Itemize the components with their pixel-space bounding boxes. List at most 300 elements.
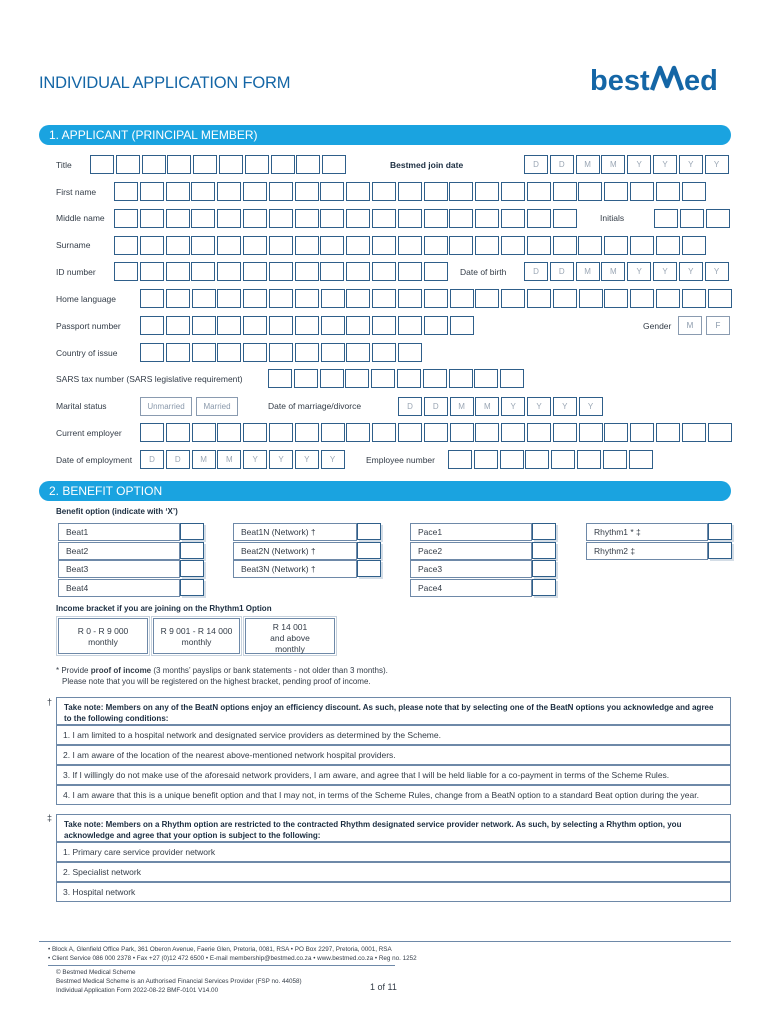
character-cell[interactable] [682, 423, 706, 442]
character-cell[interactable] [346, 289, 370, 308]
character-cell[interactable] [217, 289, 241, 308]
surname-input[interactable] [114, 236, 707, 255]
character-cell[interactable] [166, 209, 190, 228]
footer-divider-2 [48, 965, 395, 966]
character-cell[interactable] [604, 182, 628, 201]
character-cell[interactable] [525, 450, 549, 469]
character-cell[interactable]: D [550, 155, 574, 174]
character-cell[interactable] [398, 182, 422, 201]
character-cell[interactable] [553, 289, 577, 308]
character-cell[interactable] [500, 369, 524, 388]
proof-note-rest: (3 months’ payslips or bank statements - not older than 3 months). [151, 666, 388, 675]
income-bracket-2-period: monthly [181, 637, 212, 647]
beatn-condition-2: 2. I am aware of the location of the nearest above-mentioned network hospital providers. [56, 745, 731, 765]
character-cell[interactable] [320, 182, 344, 201]
character-cell[interactable]: Y [321, 450, 345, 469]
character-cell[interactable] [217, 209, 241, 228]
character-cell[interactable] [449, 369, 473, 388]
character-cell[interactable] [656, 423, 680, 442]
character-cell[interactable] [424, 316, 448, 335]
benefit-option-rhythm1: Rhythm1 * ‡ [586, 523, 708, 541]
character-cell[interactable]: M [192, 450, 216, 469]
benefit-checkbox-pace1[interactable] [532, 523, 556, 540]
income-heading: Income bracket if you are joining on the Rhythm1 Option [56, 604, 272, 613]
income-bracket-2[interactable] [153, 618, 240, 654]
character-cell[interactable] [398, 289, 422, 308]
dob-input[interactable] [524, 262, 730, 281]
employer-label: Current employer [56, 428, 122, 438]
character-cell[interactable] [295, 262, 319, 281]
character-cell[interactable] [475, 236, 499, 255]
income-bracket-2-range: R 9 001 - R 14 000 [160, 626, 233, 636]
character-cell[interactable] [268, 369, 292, 388]
character-cell[interactable] [656, 289, 680, 308]
character-cell[interactable] [140, 289, 164, 308]
passport-input[interactable] [140, 316, 475, 335]
character-cell[interactable] [217, 343, 241, 362]
character-cell[interactable] [424, 289, 448, 308]
country-input[interactable] [140, 343, 424, 362]
character-cell[interactable] [578, 182, 602, 201]
initials-label: Initials [600, 213, 625, 223]
character-cell[interactable] [243, 182, 267, 201]
character-cell[interactable] [269, 182, 293, 201]
character-cell[interactable]: Y [627, 262, 651, 281]
character-cell[interactable]: Y [653, 262, 677, 281]
benefit-checkbox-pace3[interactable] [532, 560, 556, 577]
character-cell[interactable] [682, 182, 706, 201]
benefit-checkbox-beat4[interactable] [180, 579, 204, 596]
character-cell[interactable] [346, 316, 370, 335]
character-cell[interactable] [475, 289, 499, 308]
benefit-option-beat2: Beat2 [58, 542, 180, 560]
character-cell[interactable]: Y [705, 262, 729, 281]
character-cell[interactable] [501, 423, 525, 442]
character-cell[interactable] [140, 316, 164, 335]
employment-date-label: Date of employment [56, 455, 133, 465]
benefit-instruction: Benefit option (indicate with ‘X’) [56, 507, 178, 516]
character-cell[interactable] [346, 236, 370, 255]
character-cell[interactable] [372, 262, 396, 281]
character-cell[interactable] [501, 182, 525, 201]
character-cell[interactable] [191, 262, 215, 281]
character-cell[interactable]: M [217, 450, 241, 469]
character-cell[interactable] [140, 236, 164, 255]
character-cell[interactable] [449, 209, 473, 228]
character-cell[interactable] [553, 236, 577, 255]
character-cell[interactable] [166, 423, 190, 442]
title-label: Title [56, 160, 72, 170]
character-cell[interactable] [553, 182, 577, 201]
character-cell[interactable] [449, 236, 473, 255]
benefit-checkbox-beat3n-network[interactable] [357, 560, 381, 577]
character-cell[interactable] [140, 262, 164, 281]
character-cell[interactable] [346, 182, 370, 201]
character-cell[interactable]: Y [295, 450, 319, 469]
character-cell[interactable] [604, 423, 628, 442]
character-cell[interactable] [294, 369, 318, 388]
character-cell[interactable] [217, 262, 241, 281]
character-cell[interactable] [527, 289, 551, 308]
benefit-option-pace3: Pace3 [410, 560, 532, 578]
character-cell[interactable] [680, 209, 704, 228]
footer-fsp: Bestmed Medical Scheme is an Authorised Financial Services Provider (FSP no. 44058) [56, 978, 302, 985]
character-cell[interactable] [604, 289, 628, 308]
character-cell[interactable] [527, 423, 551, 442]
character-cell[interactable]: Y [705, 155, 729, 174]
character-cell[interactable] [191, 209, 215, 228]
character-cell[interactable]: D [166, 450, 190, 469]
employment-date-input[interactable] [140, 450, 346, 469]
footer-copyright: © Bestmed Medical Scheme [56, 969, 136, 976]
first-name-input[interactable] [114, 182, 707, 201]
character-cell[interactable] [398, 262, 422, 281]
character-cell[interactable] [192, 423, 216, 442]
character-cell[interactable]: M [601, 262, 625, 281]
character-cell[interactable] [166, 262, 190, 281]
benefit-checkbox-beat1n-network[interactable] [357, 523, 381, 540]
character-cell[interactable] [397, 369, 421, 388]
character-cell[interactable]: Y [553, 397, 577, 416]
character-cell[interactable] [140, 182, 164, 201]
character-cell[interactable] [166, 343, 190, 362]
character-cell[interactable] [320, 262, 344, 281]
character-cell[interactable] [579, 423, 603, 442]
marriage-date-label: Date of marriage/divorce [268, 401, 362, 411]
join-date-input[interactable] [524, 155, 730, 174]
page-number: 1 of 11 [370, 982, 397, 992]
character-cell[interactable] [321, 316, 345, 335]
character-cell[interactable] [322, 155, 346, 174]
benefit-option-pace2: Pace2 [410, 542, 532, 560]
character-cell[interactable] [578, 236, 602, 255]
character-cell[interactable]: Y [501, 397, 525, 416]
character-cell[interactable] [191, 236, 215, 255]
character-cell[interactable] [140, 209, 164, 228]
beatn-note-text: Take note: Members on any of the BeatN options enjoy an efficiency discount. As such, please note that by selecting one of the BeatN options you acknowledge and agree to the following conditions: [64, 703, 714, 723]
character-cell[interactable] [243, 343, 267, 362]
character-cell[interactable] [448, 450, 472, 469]
character-cell[interactable] [603, 450, 627, 469]
income-bracket-3-qualifier: and above [270, 633, 310, 643]
character-cell[interactable]: D [140, 450, 164, 469]
income-bracket-3[interactable] [245, 618, 335, 654]
gender-label: Gender [643, 321, 672, 331]
character-cell[interactable] [398, 236, 422, 255]
character-cell[interactable] [217, 316, 241, 335]
character-cell[interactable] [398, 209, 422, 228]
id-number-input[interactable] [114, 262, 449, 281]
character-cell[interactable] [192, 343, 216, 362]
benefit-checkbox-pace2[interactable] [532, 542, 556, 559]
benefit-option-beat3n-network: Beat3N (Network) † [233, 560, 357, 578]
character-cell[interactable] [192, 316, 216, 335]
character-cell[interactable] [450, 316, 474, 335]
character-cell[interactable] [269, 289, 293, 308]
benefit-option-beat1: Beat1 [58, 523, 180, 541]
rhythm-condition-3: 3. Hospital network [56, 882, 731, 902]
character-cell[interactable] [372, 289, 396, 308]
rhythm-note-text: Take note: Members on a Rhythm option are restricted to the contracted Rhythm designated service provider network. As such, by selecting a Rhythm option, you acknowledge and agree that your option is subject to the following: [64, 820, 682, 840]
benefit-checkbox-beat3[interactable] [180, 560, 204, 577]
character-cell[interactable] [140, 423, 164, 442]
income-bracket-1-period: monthly [88, 637, 118, 647]
initials-input[interactable] [654, 209, 731, 228]
character-cell[interactable] [243, 236, 267, 255]
benefit-checkbox-pace4[interactable] [532, 579, 556, 596]
character-cell[interactable]: Y [527, 397, 551, 416]
character-cell[interactable] [295, 423, 319, 442]
character-cell[interactable] [295, 209, 319, 228]
gender-option-f[interactable]: F [706, 316, 730, 335]
character-cell[interactable]: Y [243, 450, 267, 469]
marital-option-married[interactable]: Married [196, 397, 238, 416]
character-cell[interactable] [346, 423, 370, 442]
employer-input[interactable] [140, 423, 733, 442]
benefit-checkbox-beat1[interactable] [180, 523, 204, 540]
character-cell[interactable] [629, 450, 653, 469]
character-cell[interactable] [630, 289, 654, 308]
character-cell[interactable] [142, 155, 166, 174]
character-cell[interactable] [475, 423, 499, 442]
character-cell[interactable] [708, 289, 732, 308]
character-cell[interactable] [398, 423, 422, 442]
character-cell[interactable] [424, 209, 448, 228]
character-cell[interactable]: Y [653, 155, 677, 174]
benefit-checkbox-beat2[interactable] [180, 542, 204, 559]
character-cell[interactable]: Y [679, 155, 703, 174]
character-cell[interactable] [140, 343, 164, 362]
character-cell[interactable] [295, 289, 319, 308]
character-cell[interactable] [654, 209, 678, 228]
character-cell[interactable] [551, 450, 575, 469]
income-bracket-1-range: R 0 - R 9 000 [77, 626, 129, 636]
character-cell[interactable] [577, 450, 601, 469]
character-cell[interactable] [320, 209, 344, 228]
character-cell[interactable] [90, 155, 114, 174]
join-date-label: Bestmed join date [390, 160, 464, 170]
character-cell[interactable]: M [576, 262, 600, 281]
beatn-condition-4: 4. I am aware that this is a unique benefit option and that I may not, in terms of the Scheme Rules, change from a BeatN option to a standard Beat option during the year. [56, 785, 731, 805]
character-cell[interactable]: D [524, 262, 548, 281]
character-cell[interactable] [346, 343, 370, 362]
character-cell[interactable] [321, 289, 345, 308]
character-cell[interactable] [500, 450, 524, 469]
character-cell[interactable] [269, 262, 293, 281]
character-cell[interactable]: Y [627, 155, 651, 174]
benefit-option-beat3: Beat3 [58, 560, 180, 578]
character-cell[interactable] [398, 343, 422, 362]
character-cell[interactable] [116, 155, 140, 174]
character-cell[interactable] [295, 343, 319, 362]
character-cell[interactable] [527, 182, 551, 201]
character-cell[interactable] [346, 262, 370, 281]
character-cell[interactable] [217, 182, 241, 201]
section-benefit-header: 2. BENEFIT OPTION [39, 481, 731, 501]
character-cell[interactable] [656, 236, 680, 255]
character-cell[interactable] [656, 182, 680, 201]
sars-input[interactable] [268, 369, 526, 388]
character-cell[interactable] [449, 182, 473, 201]
marital-option-unmarried[interactable]: Unmarried [140, 397, 192, 416]
character-cell[interactable] [269, 343, 293, 362]
income-bracket-1[interactable] [58, 618, 148, 654]
gender-option-m[interactable]: M [678, 316, 702, 335]
character-cell[interactable] [269, 316, 293, 335]
beatn-dagger-marker: † [47, 697, 53, 707]
character-cell[interactable] [321, 423, 345, 442]
sars-label: SARS tax number (SARS legislative requirement) [56, 374, 243, 384]
character-cell[interactable] [320, 236, 344, 255]
character-cell[interactable]: D [524, 155, 548, 174]
bestmed-logo [590, 60, 735, 100]
character-cell[interactable] [474, 369, 498, 388]
benefit-option-pace1: Pace1 [410, 523, 532, 541]
character-cell[interactable] [579, 289, 603, 308]
character-cell[interactable] [372, 209, 396, 228]
svg-text:ed: ed [684, 65, 718, 97]
character-cell[interactable] [682, 289, 706, 308]
character-cell[interactable] [553, 423, 577, 442]
character-cell[interactable] [475, 182, 499, 201]
character-cell[interactable] [114, 236, 138, 255]
marital-label: Marital status [56, 401, 107, 411]
character-cell[interactable] [372, 236, 396, 255]
character-cell[interactable] [269, 236, 293, 255]
rhythm-condition-1: 1. Primary care service provider network [56, 842, 731, 862]
character-cell[interactable] [243, 262, 267, 281]
character-cell[interactable] [604, 236, 628, 255]
benefit-option-pace4: Pace4 [410, 579, 532, 597]
character-cell[interactable] [345, 369, 369, 388]
character-cell[interactable]: Y [679, 262, 703, 281]
character-cell[interactable] [708, 423, 732, 442]
character-cell[interactable] [398, 316, 422, 335]
character-cell[interactable] [372, 182, 396, 201]
character-cell[interactable] [295, 182, 319, 201]
character-cell[interactable] [114, 209, 138, 228]
character-cell[interactable] [269, 423, 293, 442]
character-cell[interactable] [192, 289, 216, 308]
character-cell[interactable] [217, 236, 241, 255]
character-cell[interactable] [245, 155, 269, 174]
character-cell[interactable] [243, 209, 267, 228]
character-cell[interactable] [166, 316, 190, 335]
rhythm-condition-2: 2. Specialist network [56, 862, 731, 882]
character-cell[interactable] [372, 316, 396, 335]
character-cell[interactable] [219, 155, 243, 174]
character-cell[interactable] [295, 316, 319, 335]
character-cell[interactable] [320, 369, 344, 388]
character-cell[interactable] [424, 236, 448, 255]
character-cell[interactable] [423, 369, 447, 388]
character-cell[interactable] [166, 182, 190, 201]
character-cell[interactable] [372, 423, 396, 442]
character-cell[interactable] [193, 155, 217, 174]
character-cell[interactable] [630, 236, 654, 255]
character-cell[interactable]: M [475, 397, 499, 416]
character-cell[interactable] [501, 236, 525, 255]
character-cell[interactable]: Y [579, 397, 603, 416]
marriage-date-input[interactable] [398, 397, 604, 416]
proof-note-prefix: * Provide [56, 666, 91, 675]
character-cell[interactable] [630, 182, 654, 201]
character-cell[interactable] [424, 262, 448, 281]
home-language-input[interactable] [140, 289, 733, 308]
employee-number-input[interactable] [448, 450, 654, 469]
character-cell[interactable] [553, 209, 577, 228]
income-bracket-3-period: monthly [275, 644, 305, 654]
character-cell[interactable]: D [550, 262, 574, 281]
character-cell[interactable] [296, 155, 320, 174]
character-cell[interactable] [630, 423, 654, 442]
character-cell[interactable] [475, 209, 499, 228]
character-cell[interactable] [191, 182, 215, 201]
footer-divider [39, 941, 731, 942]
character-cell[interactable]: M [576, 155, 600, 174]
title-input[interactable] [90, 155, 348, 174]
footer-form-ref: Individual Application Form 2022-08-22 BMF-0101 V14.00 [56, 987, 219, 994]
character-cell[interactable]: Y [269, 450, 293, 469]
character-cell[interactable] [217, 423, 241, 442]
character-cell[interactable] [295, 236, 319, 255]
character-cell[interactable] [167, 155, 191, 174]
character-cell[interactable] [501, 209, 525, 228]
character-cell[interactable] [372, 343, 396, 362]
middle-name-label: Middle name [56, 213, 105, 223]
benefit-checkbox-rhythm2[interactable] [708, 542, 732, 559]
character-cell[interactable]: M [450, 397, 474, 416]
middle-name-input[interactable] [114, 209, 578, 228]
character-cell[interactable] [271, 155, 295, 174]
character-cell[interactable] [166, 236, 190, 255]
character-cell[interactable] [243, 423, 267, 442]
benefit-checkbox-beat2n-network[interactable] [357, 542, 381, 559]
character-cell[interactable]: M [601, 155, 625, 174]
character-cell[interactable] [243, 289, 267, 308]
section-applicant-header: 1. APPLICANT (PRINCIPAL MEMBER) [39, 125, 731, 145]
country-label: Country of issue [56, 348, 118, 358]
character-cell[interactable] [371, 369, 395, 388]
beatn-condition-1: 1. I am limited to a hospital network and designated service providers as determined by the Scheme. [56, 725, 731, 745]
character-cell[interactable]: D [424, 397, 448, 416]
character-cell[interactable] [450, 289, 474, 308]
character-cell[interactable] [346, 209, 370, 228]
character-cell[interactable] [527, 209, 551, 228]
beatn-note [56, 697, 731, 725]
character-cell[interactable] [527, 236, 551, 255]
proof-note-line2: Please note that you will be registered on the highest bracket, pending proof of income. [62, 677, 371, 686]
id-number-label: ID number [56, 267, 96, 277]
benefit-checkbox-rhythm1[interactable] [708, 523, 732, 540]
character-cell[interactable] [114, 262, 138, 281]
character-cell[interactable] [243, 316, 267, 335]
character-cell[interactable] [424, 182, 448, 201]
character-cell[interactable] [682, 236, 706, 255]
character-cell[interactable] [706, 209, 730, 228]
character-cell[interactable] [424, 423, 448, 442]
character-cell[interactable] [321, 343, 345, 362]
character-cell[interactable] [450, 423, 474, 442]
character-cell[interactable] [501, 289, 525, 308]
benefit-option-beat1n-network: Beat1N (Network) † [233, 523, 357, 541]
character-cell[interactable] [166, 289, 190, 308]
character-cell[interactable]: D [398, 397, 422, 416]
character-cell[interactable] [114, 182, 138, 201]
character-cell[interactable] [474, 450, 498, 469]
character-cell[interactable] [269, 209, 293, 228]
footer-contact: • Client Service 086 000 2378 • Fax +27 (0)12 472 6500 • E-mail membership@bestmed.co.za • www.bestmed.co.za • Reg no. 1252 [48, 955, 417, 962]
